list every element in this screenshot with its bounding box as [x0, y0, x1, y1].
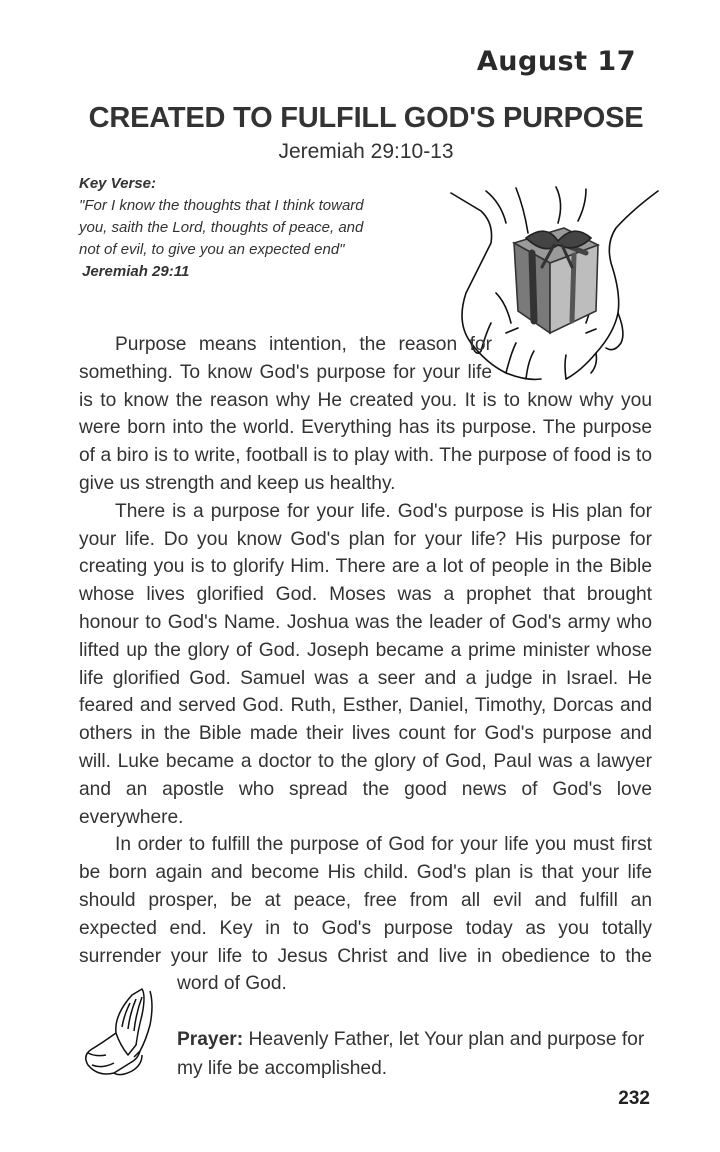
- prayer-text: Heavenly Father, let Your plan and purpose for my life be accomplished.: [177, 1029, 645, 1079]
- devotional-body: [79, 331, 652, 998]
- praying-hands-icon: [80, 985, 158, 1077]
- page-number: 232: [618, 1088, 650, 1109]
- key-verse-label: Key Verse:: [79, 175, 156, 192]
- page-date: August 17: [476, 46, 636, 77]
- page-title: CREATED TO FULFILL GOD'S PURPOSE: [88, 102, 644, 134]
- key-verse-text: "For I know the thoughts that I think toward you, saith the Lord, thoughts of peace, and not of evil, to give you an expected end": [79, 197, 364, 258]
- body-paragraph: Purpose means intention, the reason for something. To know God's purpose for your life is to know the reason why He created you. It is to know why you were born into the world. Everything has its purpose. The purpose of a biro is to write, football is to play with. The purpose of food is to give us strength and keep us healthy.: [79, 334, 652, 494]
- body-paragraph: In order to fulfill the purpose of God for your life you must first be born again and become His child. God's plan is that your life should prosper, be at peace, free from all evil and fulfill an expected end. Key in to God's purpose today as you totally surrender your life to Jesus Christ and live in obedience to the: [79, 834, 652, 967]
- illustration-wrap-spacer: [492, 331, 652, 386]
- prayer-block: [177, 1025, 653, 1083]
- key-verse-reference: Jeremiah 29:11: [82, 263, 190, 280]
- key-verse-block: [79, 173, 369, 283]
- scripture-reference: Jeremiah 29:10-13: [278, 140, 454, 163]
- body-paragraph: There is a purpose for your life. God's purpose is His plan for your life. Do you know God's plan for your life? His purpose for creating you is to glorify Him. There are a lot of people in the Bible whose lives glorified God. Moses was a prophet that brought honour to God's Name. Joshua was the leader of God's army who lifted up the glory of God. Joseph became a prime minister whose life glorified God. Samuel was a seer and a judge in Israel. He feared and served God. Ruth, Esther, Daniel, Timothy, Dorcas and others in the Bible made their lives count for God's purpose and will. Luke became a doctor to the glory of God, Paul was a lawyer and an apostle who spread the good news of God's love everywhere.: [79, 500, 652, 828]
- prayer-label: Prayer:: [177, 1029, 244, 1050]
- body-last-line: word of God.: [177, 973, 287, 995]
